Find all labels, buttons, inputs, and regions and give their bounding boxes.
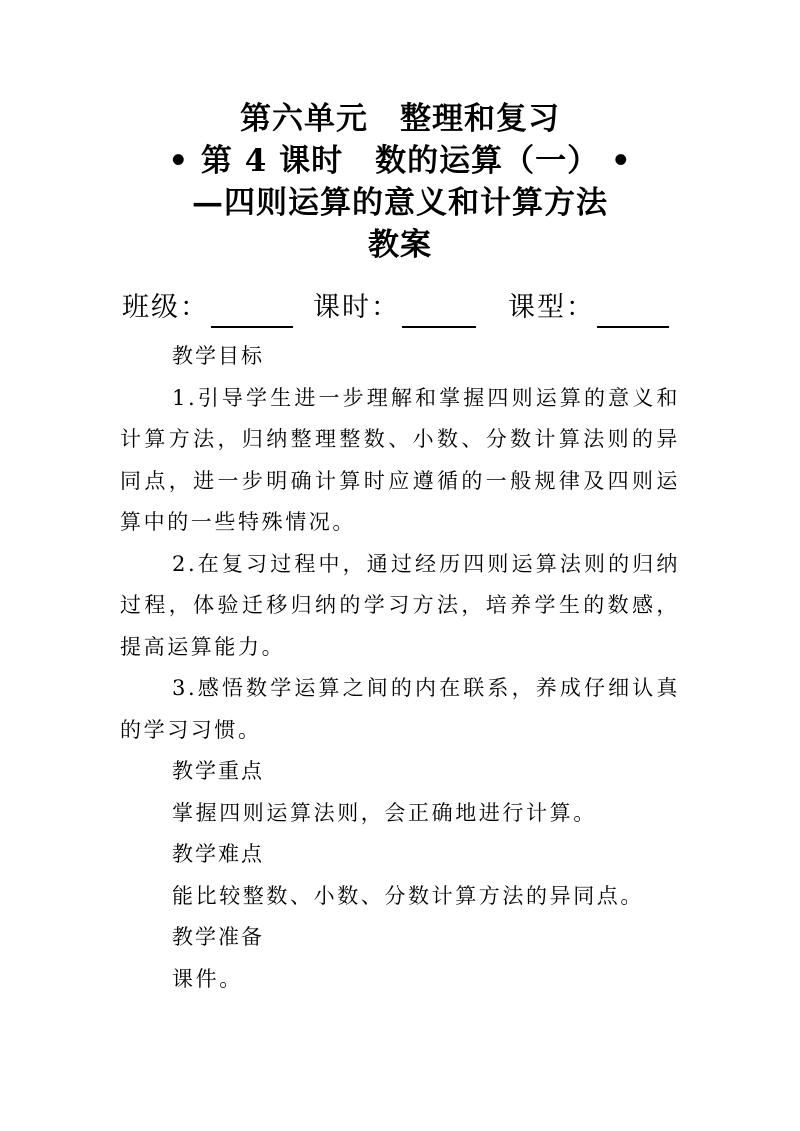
title-doc-type: 教案 — [368, 227, 432, 263]
period-blank-line — [402, 296, 476, 328]
type-blank-line — [597, 296, 669, 328]
type-field — [508, 288, 669, 328]
difficulties-heading: 教学难点 — [172, 842, 264, 866]
class-label: 班级： — [122, 292, 209, 323]
class-blank-line — [211, 296, 293, 328]
document-body — [120, 336, 680, 1000]
difficulties-text: 能比较整数、小数、分数计算方法的异同点。 — [172, 883, 644, 908]
preparation-text: 课件。 — [172, 966, 243, 991]
key-points-heading: 教学重点 — [172, 759, 264, 783]
lesson-meta-row — [122, 284, 689, 328]
objective-2: 2.在复习过程中，通过经历四则运算法则的归纳过程，体验迁移归纳的学习方法，培养学生的数感，提高运算能力。 — [120, 551, 680, 659]
objectives-heading: 教学目标 — [172, 344, 264, 368]
title-topic: —四则运算的意义和计算方法 — [192, 185, 608, 221]
preparation-heading: 教学准备 — [172, 925, 264, 949]
type-label: 课型： — [508, 292, 595, 323]
document-title — [0, 98, 800, 266]
title-unit: 第六单元 整理和复习 — [240, 101, 560, 137]
title-lesson: • 第 4 课时 数的运算（一） • — [168, 143, 632, 179]
objective-3: 3.感悟数学运算之间的内在联系，养成仔细认真的学习习惯。 — [120, 676, 680, 742]
key-points-text: 掌握四则运算法则，会正确地进行计算。 — [172, 800, 597, 825]
objective-1: 1.引导学生进一步理解和掌握四则运算的意义和计算方法，归纳整理整数、小数、分数计算法则的异同点，进一步明确计算时应遵循的一般规律及四则运算中的一些特殊情况。 — [120, 385, 680, 534]
class-field — [122, 288, 293, 328]
period-label: 课时： — [313, 292, 400, 323]
period-field — [313, 288, 476, 328]
